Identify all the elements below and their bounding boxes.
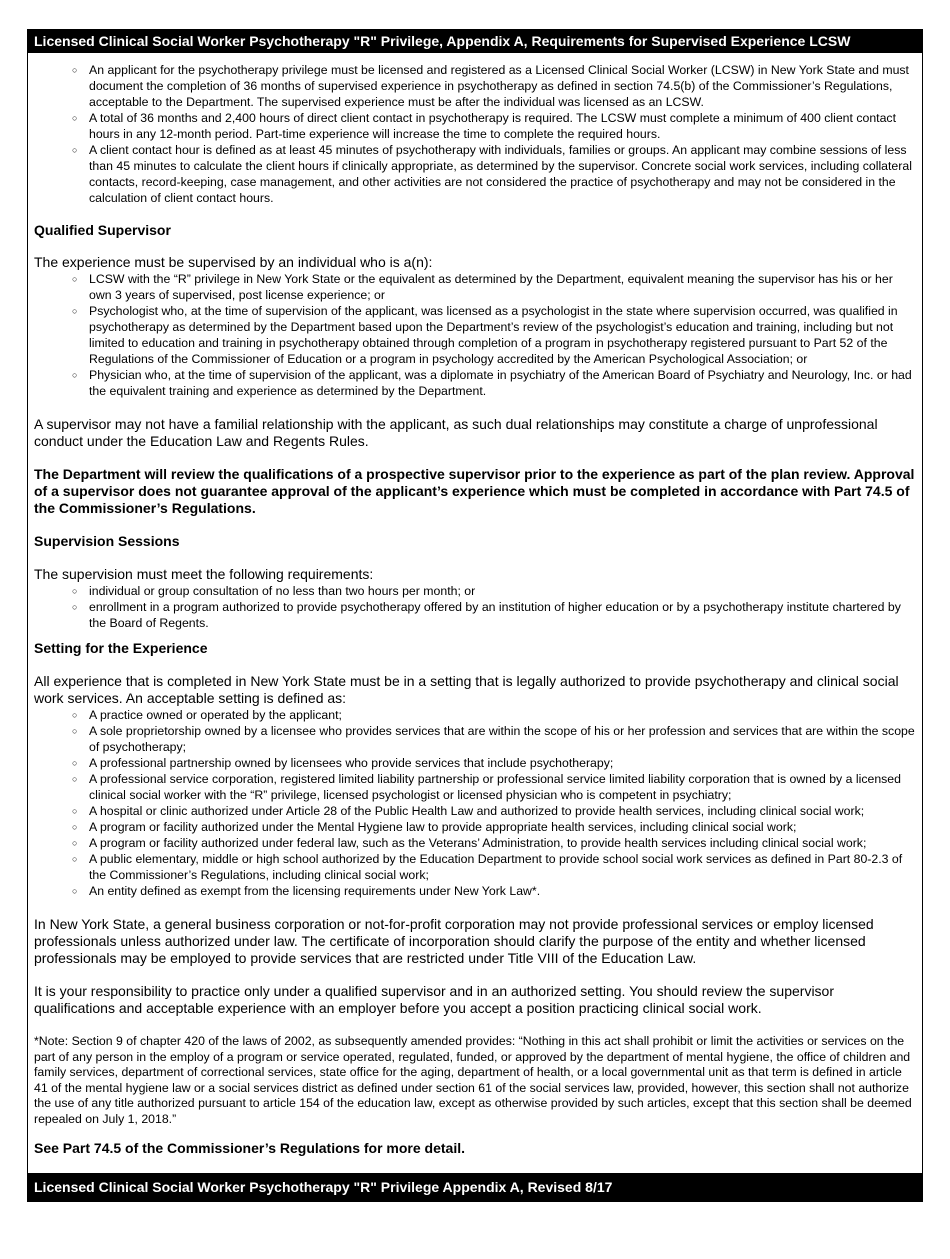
- qualified-supervisor-heading: Qualified Supervisor: [34, 222, 171, 238]
- setting-list: [34, 707, 916, 899]
- list-item: ○ A hospital or clinic authorized under Article 28 of the Public Health Law and authorized to provide health services, including clinical social work;: [89, 803, 916, 819]
- list-item: ○ A practice owned or operated by the applicant;: [89, 707, 916, 723]
- list-item: ○ An applicant for the psychotherapy privilege must be licensed and registered as a Licensed Clinical Social Worker (LCSW) in New York State and must document the completion of 36 months of supervised experience in psychotherapy as defined in section 74.5(b) of the Commissioner’s Regulations, acceptable to the Department. The supervised experience must be after the individual was licensed as an LCSW.: [89, 62, 916, 110]
- header-bar: [28, 29, 922, 53]
- footer-title: Licensed Clinical Social Worker Psychotherapy "R" Privilege Appendix A, Revised 8/17: [34, 1179, 613, 1195]
- familial-relationship-note: A supervisor may not have a familial relationship with the applicant, as such dual relationships may constitute a charge of unprofessional conduct under the Education Law and Regents Rules.: [34, 416, 878, 449]
- setting-heading: Setting for the Experience: [34, 640, 208, 656]
- list-item: ○ A public elementary, middle or high school authorized by the Education Department to provide school social work services as defined in Part 80-2.3 of the Commissioner’s Regulations, including clinical social work;: [89, 851, 916, 883]
- supervision-sessions-lead: The supervision must meet the following requirements:: [34, 566, 374, 582]
- list-item: ○ A client contact hour is defined as at least 45 minutes of psychotherapy with individuals, families or groups. An applicant may combine sessions of less than 45 minutes to calculate the client hours if clinically appropriate, as determined by the supervisor. Concrete social work services, including collateral contacts, record-keeping, case management, and other activities are not considered the practice of psychotherapy and may not be considered in the calculation of client contact hours.: [89, 142, 916, 206]
- list-item: ○ A program or facility authorized under federal law, such as the Veterans’ Administration, to provide health services including clinical social work;: [89, 835, 916, 851]
- footnote: *Note: Section 9 of chapter 420 of the laws of 2002, as subsequently amended provides: “Nothing in this act shall prohibit or limit the activities or services on the part of any person in the employ of a program or service operated, regulated, funded, or approved by the department of mental hygiene, the office of children and family services, department of correctional services, state office for the aging, department of health, or a local governmental unit as that term is defined in article 41 of the mental hygiene law or a social services district as defined under section 61 of the social services law, provided, however, this section shall not authorize the use of any title authorized pursuant to article 154 of the education law, except as otherwise provided by such articles, except that this section shall be deemed repealed on July 1, 2018.”: [34, 1034, 912, 1126]
- qualified-supervisor-lead: The experience must be supervised by an individual who is a(n):: [34, 254, 433, 270]
- header-title: Licensed Clinical Social Worker Psychotherapy "R" Privilege, Appendix A, Requirements for Supervised Experience LCSW: [34, 33, 851, 49]
- list-item: ○ An entity defined as exempt from the licensing requirements under New York Law*.: [89, 883, 916, 899]
- supervision-sessions-list: [34, 583, 916, 631]
- document-content: [28, 62, 922, 1157]
- responsibility-note: It is your responsibility to practice only under a qualified supervisor and in an authorized setting. You should review the supervisor qualifications and acceptable experience with an employer before you accept a position practicing clinical social work.: [34, 983, 835, 1016]
- supervision-sessions-heading: Supervision Sessions: [34, 533, 180, 549]
- list-item: ○ individual or group consultation of no less than two hours per month; or: [89, 583, 916, 599]
- intro-list: [34, 62, 916, 206]
- list-item: ○ enrollment in a program authorized to provide psychotherapy offered by an institution of higher education or by a psychotherapy institute chartered by the Board of Regents.: [89, 599, 916, 631]
- list-item: ○ A sole proprietorship owned by a licensee who provides services that are within the scope of his or her profession and services that are within the scope of psychotherapy;: [89, 723, 916, 755]
- list-item: ○ LCSW with the “R” privilege in New York State or the equivalent as determined by the Department, equivalent meaning the supervisor has his or her own 3 years of supervised, post license experience; or: [89, 271, 916, 303]
- document-page: [27, 29, 923, 1202]
- see-part-note: See Part 74.5 of the Commissioner’s Regulations for more detail.: [34, 1140, 466, 1156]
- list-item: ○ A program or facility authorized under the Mental Hygiene law to provide appropriate health services, including clinical social work;: [89, 819, 916, 835]
- list-item: ○ Physician who, at the time of supervision of the applicant, was a diplomate in psychiatry of the American Board of Psychiatry and Neurology, Inc. or had the equivalent training and experience as determined by the Department.: [89, 367, 916, 399]
- list-item: ○ A professional partnership owned by licensees who provide services that include psychotherapy;: [89, 755, 916, 771]
- list-item: ○ A professional service corporation, registered limited liability partnership or professional service limited liability corporation that is owned by a licensed clinical social worker with the “R” privilege, licensed psychologist or licensed physician who is competent in psychiatry;: [89, 771, 916, 803]
- footer-bar: [28, 1173, 922, 1202]
- corporation-note: In New York State, a general business corporation or not-for-profit corporation may not provide professional services or employ licensed professionals unless authorized under law. The certificate of incorporation should clarify the purpose of the entity and whether licensed professionals may be employed to provide services that are restricted under Title VIII of the Education Law.: [34, 916, 874, 966]
- list-item: ○ A total of 36 months and 2,400 hours of direct client contact in psychotherapy is required. The LCSW must complete a minimum of 400 client contact hours in any 12-month period. Part-time experience will increase the time to complete the required hours.: [89, 110, 916, 142]
- qualified-supervisor-list: [34, 271, 916, 399]
- setting-lead: All experience that is completed in New York State must be in a setting that is legally authorized to provide psychotherapy and clinical social work services. An acceptable setting is defined as:: [34, 673, 899, 706]
- list-item: ○ Psychologist who, at the time of supervision of the applicant, was licensed as a psychologist in the state where supervision occurred, was qualified in psychotherapy as determined by the Department based upon the Department’s review of the psychologist’s education and training, including but not limited to education and training in psychotherapy obtained through completion of a program in psychotherapy registered pursuant to Part 52 of the Regulations of the Commissioner of Education or a program in psychology accredited by the American Psychological Association; or: [89, 303, 916, 367]
- department-review-note: The Department will review the qualifications of a prospective supervisor prior to the experience as part of the plan review. Approval of a supervisor does not guarantee approval of the applicant’s experience which must be completed in accordance with Part 74.5 of the Commissioner’s Regulations.: [34, 466, 915, 516]
